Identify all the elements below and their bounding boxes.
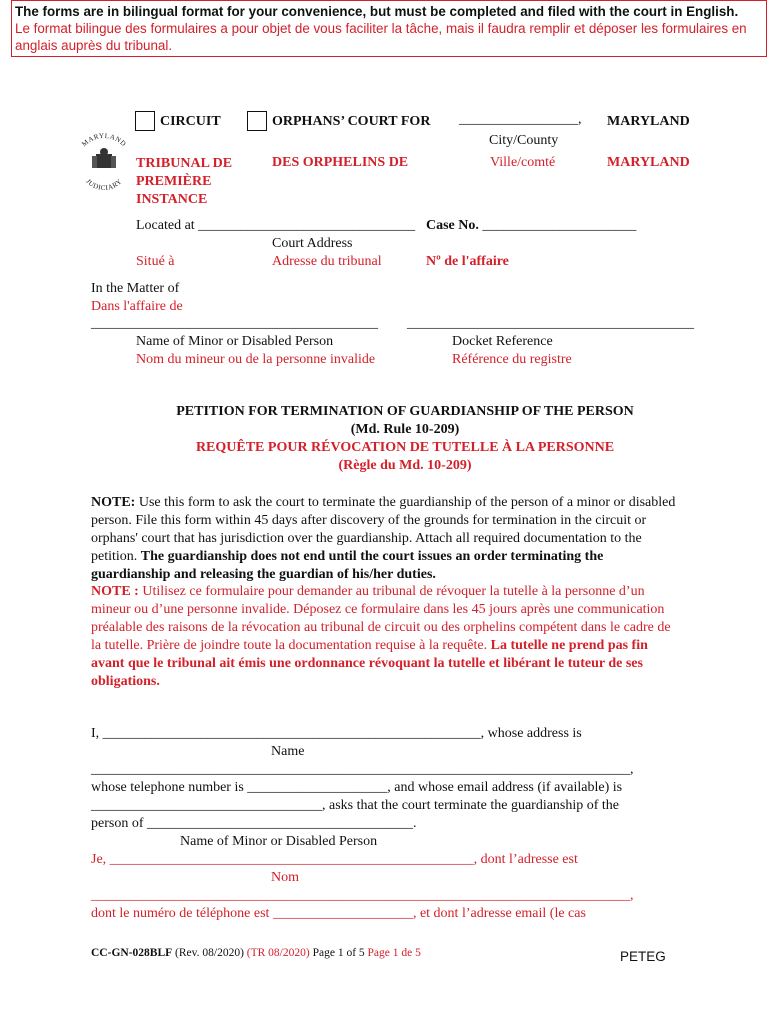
docket-reference-field[interactable]: _________________________________________ [407, 316, 694, 331]
form-code: PETEG [620, 949, 666, 964]
circuit-label: CIRCUIT [160, 114, 221, 129]
located-at-field[interactable]: Located at _______________________________ [136, 218, 416, 233]
svg-text:JUDICIARY [84, 177, 123, 192]
minor-name-field[interactable]: _________________________________________ [91, 316, 378, 331]
minor-name-label-2: Name of Minor or Disabled Person [180, 834, 378, 849]
maryland-judiciary-seal-icon [70, 126, 138, 196]
email-field[interactable]: _________________________________, asks that the court terminate the guardianship of the [91, 798, 620, 813]
orphans-court-label: ORPHANS’ COURT FOR [272, 114, 431, 129]
court-address-label: Court Address [272, 236, 353, 251]
phone-email-field-french[interactable]: dont le numéro de téléphone est ____________________, et dont l’adresse email (le cas [91, 906, 586, 921]
situe-label: Situé à [136, 254, 175, 269]
orphans-french-label: DES ORPHELINS DE [272, 155, 409, 170]
address-field[interactable]: _____________________________________________________________________________, [91, 762, 634, 777]
person-of-field[interactable]: person of ______________________________________. [91, 816, 417, 831]
case-number-french-label: Nº de l'affaire [426, 254, 509, 269]
maryland-french-label: MARYLAND [607, 155, 690, 170]
svg-text:MARYLAND [80, 132, 127, 148]
banner-english-text: The forms are in bilingual format for your convenience, but must be completed and filed with the court in English. [15, 4, 739, 19]
circuit-court-checkbox[interactable] [135, 111, 155, 131]
form-footer: CC-GN-028BLF (Rev. 08/2020) (TR 08/2020) Page 1 of 5 Page 1 de 5 [91, 947, 421, 959]
bilingual-notice-banner [11, 0, 767, 57]
note-english: NOTE: Use this form to ask the court to terminate the guardianship of the person of a minor or disabled person. File this form within 45 days after discovery of the grounds for termination in the circuit or orphans' court that has jurisdiction over the guardianship. Attach all required documentation to the petition. The guardianship does not end until the court issues an order terminating the guardianship and releasing the guardian of his/her duties. [91, 495, 676, 582]
maryland-label: MARYLAND [607, 114, 690, 129]
city-county-french-label: Ville/comté [490, 155, 556, 170]
in-matter-label: In the Matter of [91, 281, 180, 296]
minor-name-label: Name of Minor or Disabled Person [136, 334, 334, 349]
petitioner-name-field-french[interactable]: Je, ____________________________________________________, dont l’adresse est [91, 852, 578, 867]
circuit-french-label: TRIBUNAL DE PREMIÈRE INSTANCE [136, 156, 233, 207]
address-field-french[interactable]: _____________________________________________________________________________, [91, 888, 634, 903]
city-county-label: City/County [489, 133, 559, 148]
case-number-field[interactable]: Case No. ______________________ [426, 218, 637, 233]
docket-reference-label: Docket Reference [452, 334, 553, 349]
seal-bottom-text: JUDICIARY [84, 177, 124, 193]
banner-french-text: Le format bilingue des formulaires a pour objet de vous faciliter la tâche, mais il faudra remplir et déposer les formulaires en anglais auprès du tribunal. [15, 21, 747, 53]
petitioner-name-field[interactable]: I, ______________________________________________________, whose address is [91, 726, 582, 741]
form-rule: (Md. Rule 10-209) [350, 422, 460, 437]
form-rule-french: (Règle du Md. 10-209) [338, 458, 472, 473]
orphans-court-checkbox[interactable] [247, 111, 267, 131]
form-id: CC-GN-028BLF [91, 947, 173, 959]
note-french: NOTE : Utilisez ce formulaire pour demander au tribunal de révoquer la tutelle à la personne d’un mineur ou d’une personne invalide. Déposez ce formulaire dans les 45 jours après une communication préalable des raisons de la révocation au tribunal de circuit ou des orphelins compétent dans le cadre de la tutelle. Prière de joindre toute la documentation requise à la requête. La tutelle ne prend pas fin avant que le tribunal ait émis une ordonnance révoquant la tutelle et libérant le tuteur de ses obligations. [91, 584, 671, 689]
phone-email-field[interactable]: whose telephone number is ____________________, and whose email address (if available) is [91, 780, 623, 795]
seal-top-text: MARYLAND [80, 131, 128, 149]
name-label: Name [271, 744, 305, 759]
nom-label: Nom [271, 870, 299, 885]
form-title: PETITION FOR TERMINATION OF GUARDIANSHIP OF THE PERSON [176, 404, 634, 419]
in-matter-french-label: Dans l'affaire de [91, 299, 183, 314]
form-title-french: REQUÊTE POUR RÉVOCATION DE TUTELLE À LA PERSONNE [195, 440, 615, 455]
docket-reference-french-label: Référence du registre [452, 352, 572, 367]
minor-name-french-label: Nom du mineur ou de la personne invalide [136, 352, 376, 367]
court-address-french-label: Adresse du tribunal [272, 254, 382, 269]
city-county-blank[interactable]: _________________, [459, 112, 582, 127]
